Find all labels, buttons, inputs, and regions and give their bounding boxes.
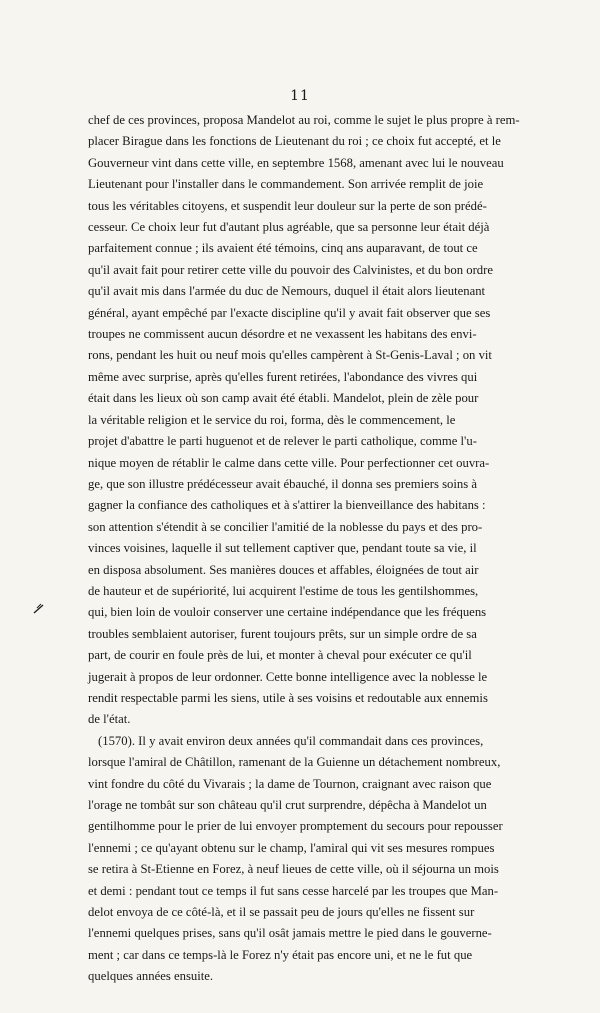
text-line: gagner la confiance des catholiques et à s'attirer la bienveillance des habitans : xyxy=(88,498,486,513)
paragraph xyxy=(88,731,525,988)
text-line: de l'état. xyxy=(88,712,131,727)
text-line: rons, pendant les huit ou neuf mois qu'elles campèrent à St-Genis-Laval ; on vit xyxy=(88,348,492,363)
text-line: Lieutenant pour l'installer dans le commandement. Son arrivée remplit de joie xyxy=(88,177,484,192)
text-line: rendit respectable parmi les siens, utile à ses voisins et redoutable aux ennemis xyxy=(88,690,488,705)
text-line: ge, que son illustre prédécesseur avait ébauché, il donna ses premiers soins à xyxy=(88,476,477,491)
text-line: la véritable religion et le service du roi, forma, dès le commencement, le xyxy=(88,412,456,427)
text-line: (1570). Il y avait environ deux années qu'il commandait dans ces provinces, xyxy=(98,733,484,748)
text-line: troupes ne commissent aucun désordre et ne vexassent les habitans des envi- xyxy=(88,327,477,342)
paragraph xyxy=(88,110,525,731)
text-line: se retira à St-Etienne en Forez, à neuf lieues de cette ville, où il séjourna un mois xyxy=(88,862,499,877)
text-line: delot envoya de ce côté-là, et il se passait peu de jours qu'elles ne fissent sur xyxy=(88,905,475,920)
text-line: cesseur. Ce choix leur fut d'autant plus agréable, que sa personne leur était déjà xyxy=(88,220,490,235)
text-line: et demi : pendant tout ce temps il fut sans cesse harcelé par les troupes que Man- xyxy=(88,883,499,898)
text-line: nique moyen de rétablir le calme dans cette ville. Pour perfectionner cet ouvra- xyxy=(88,455,490,470)
text-line: qu'il avait fait pour retirer cette ville du pouvoir des Calvinistes, et du bon ordre xyxy=(88,262,494,277)
text-line: son attention s'étendit à se concilier l'amitié de la noblesse du pays et des pro- xyxy=(88,519,483,534)
text-line: qui, bien loin de vouloir conserver une certaine indépendance que les fréquens xyxy=(88,605,487,620)
text-line: l'ennemi quelques prises, sans qu'il osât jamais mettre le pied dans le gouverne- xyxy=(88,926,492,941)
text-line: lorsque l'amiral de Châtillon, ramenant de la Guienne un détachement nombreux, xyxy=(88,755,501,770)
text-line: tous les véritables citoyens, et suspendit leur douleur sur la perte de son prédé- xyxy=(88,198,487,213)
text-line: était dans les lieux où son camp avait été établi. Mandelot, plein de zèle pour xyxy=(88,391,479,406)
text-line: de hauteur et de supériorité, lui acquirent l'estime de tous les gentilshommes, xyxy=(88,583,479,598)
body-text xyxy=(88,110,525,988)
text-line: Gouverneur vint dans cette ville, en septembre 1568, amenant avec lui le nouveau xyxy=(88,155,504,170)
text-line: part, de courir en foule près de lui, et monter à cheval pour exécuter ce qu'il xyxy=(88,648,472,663)
text-line: qu'il avait mis dans l'armée du duc de Nemours, duquel il était alors lieutenant xyxy=(88,284,486,299)
text-line: même avec surprise, après qu'elles furent retirées, l'abondance des vivres qui xyxy=(88,369,478,384)
text-line: l'orage ne tombât sur son château qu'il crut surprendre, dépêcha à Mandelot un xyxy=(88,798,487,812)
text-line: gentilhomme pour le prier de lui envoyer promptement du secours pour repousser xyxy=(88,819,503,834)
text-line: quelques années ensuite. xyxy=(88,969,214,984)
text-line: ment ; car dans ce temps-là le Forez n'y était pas encore uni, et ne le fut que xyxy=(88,947,473,962)
text-line: l'ennemi ; ce qu'ayant obtenu sur le champ, l'amiral qui vit ses mesures rompues xyxy=(88,840,495,855)
text-line: vinces voisines, laquelle il sut tellement captiver que, pendant toute sa vie, il xyxy=(88,541,477,556)
text-line: placer Birague dans les fonctions de Lieutenant du roi ; ce choix fut accepté, et le xyxy=(88,134,501,149)
text-line: jugerait à propos de leur ordonner. Cette bonne intelligence avec la noblesse le xyxy=(88,669,488,684)
text-line: troubles semblaient autoriser, furent toujours prêts, sur un simple ordre de sa xyxy=(88,626,477,641)
text-line: en disposa absolument. Ses manières douces et affables, éloignées de tout air xyxy=(88,562,479,577)
text-line: chef de ces provinces, proposa Mandelot au roi, comme le sujet le plus propre à rem- xyxy=(88,113,520,127)
text-line: vint fondre du côté du Vivarais ; la dame de Tournon, craignant avec raison que xyxy=(88,776,492,791)
text-line: projet d'abattre le parti huguenot et de relever le parti catholique, comme l'u- xyxy=(88,434,477,449)
text-line: parfaitement connue ; ils avaient été témoins, cinq ans auparavant, de tout ce xyxy=(88,241,478,256)
text-line: général, ayant empêché par l'exacte discipline qu'il y avait fait observer que ses xyxy=(88,305,491,320)
page-number: 11 xyxy=(290,88,310,104)
margin-pen-mark xyxy=(32,601,46,615)
